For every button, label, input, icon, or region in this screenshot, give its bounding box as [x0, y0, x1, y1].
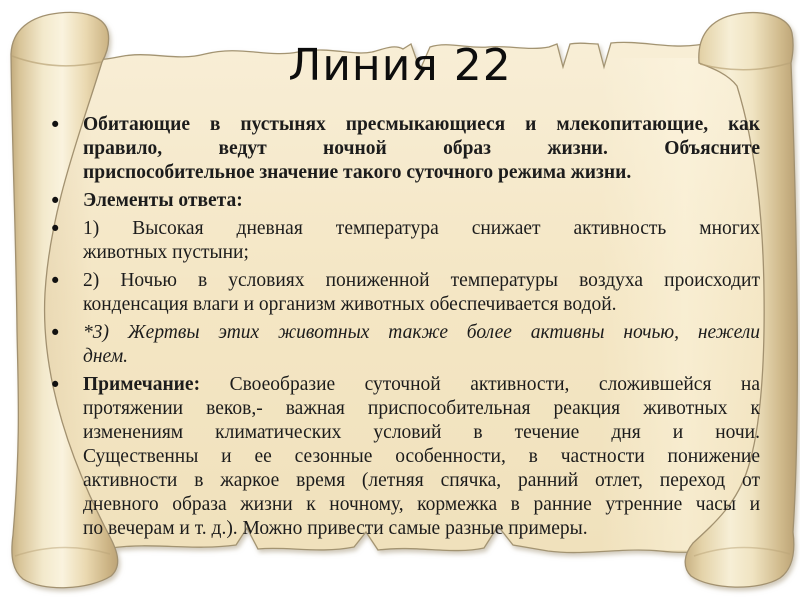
text-line: Примечание: Своеобразие суточной активности, сложившейся на — [83, 374, 760, 395]
bullet-icon: • — [49, 189, 62, 213]
bullet-text — [83, 189, 760, 213]
list-item — [46, 113, 760, 185]
bullet-text — [83, 269, 760, 317]
bullet-text — [83, 217, 760, 265]
text-line: днем. — [83, 346, 129, 367]
text-line: 2) Ночью в условиях пониженной температуры воздуха происходит — [83, 270, 760, 291]
list-item — [46, 269, 760, 317]
text-line: Обитающие в пустынях пресмыкающиеся и млекопитающие, как — [83, 114, 760, 135]
text-line: конденсация влаги и организм животных обеспечивается водой. — [83, 294, 617, 315]
bullet-icon: • — [49, 269, 62, 293]
text-line: изменениям климатических условий в течение дня и ночи. — [83, 422, 760, 443]
bullet-text — [83, 373, 760, 541]
bullet-icon: • — [49, 321, 62, 345]
bullet-list — [46, 113, 760, 545]
text-line: Существенны и ее сезонные особенности, в частности понижение — [83, 446, 760, 467]
list-item — [46, 189, 760, 213]
text-line: по вечерам и т. д.). Можно привести самые разные примеры. — [83, 518, 588, 539]
list-item — [46, 373, 760, 541]
bullet-icon: • — [49, 113, 62, 137]
text-line: 1) Высокая дневная температура снижает активность многих — [83, 218, 760, 239]
bullet-text — [83, 113, 760, 185]
bullet-lead: Примечание: — [83, 374, 201, 395]
text-line: Элементы ответа: — [83, 190, 243, 211]
text-line: правило, ведут ночной образ жизни. Объясните — [83, 138, 760, 159]
text-line: активности в жаркое время (летняя спячка, ранний отлет, переход от — [83, 470, 760, 491]
bullet-text — [83, 321, 760, 369]
list-item — [46, 217, 760, 265]
bullet-icon: • — [49, 217, 62, 241]
list-item — [46, 321, 760, 369]
text-line: дневного образа жизни к ночному, кормежка в ранние утренние часы и — [83, 494, 760, 515]
text-line: протяжении веков,- важная приспособительная реакция животных к — [83, 398, 760, 419]
text-line: животных пустыни; — [83, 242, 249, 263]
slide-title: Линия 22 — [288, 40, 512, 91]
text-line: приспособительное значение такого суточного режима жизни. — [83, 162, 632, 183]
bullet-icon: • — [49, 373, 62, 397]
text-line: *3) Жертвы этих животных также более активны ночью, нежели — [83, 322, 760, 343]
